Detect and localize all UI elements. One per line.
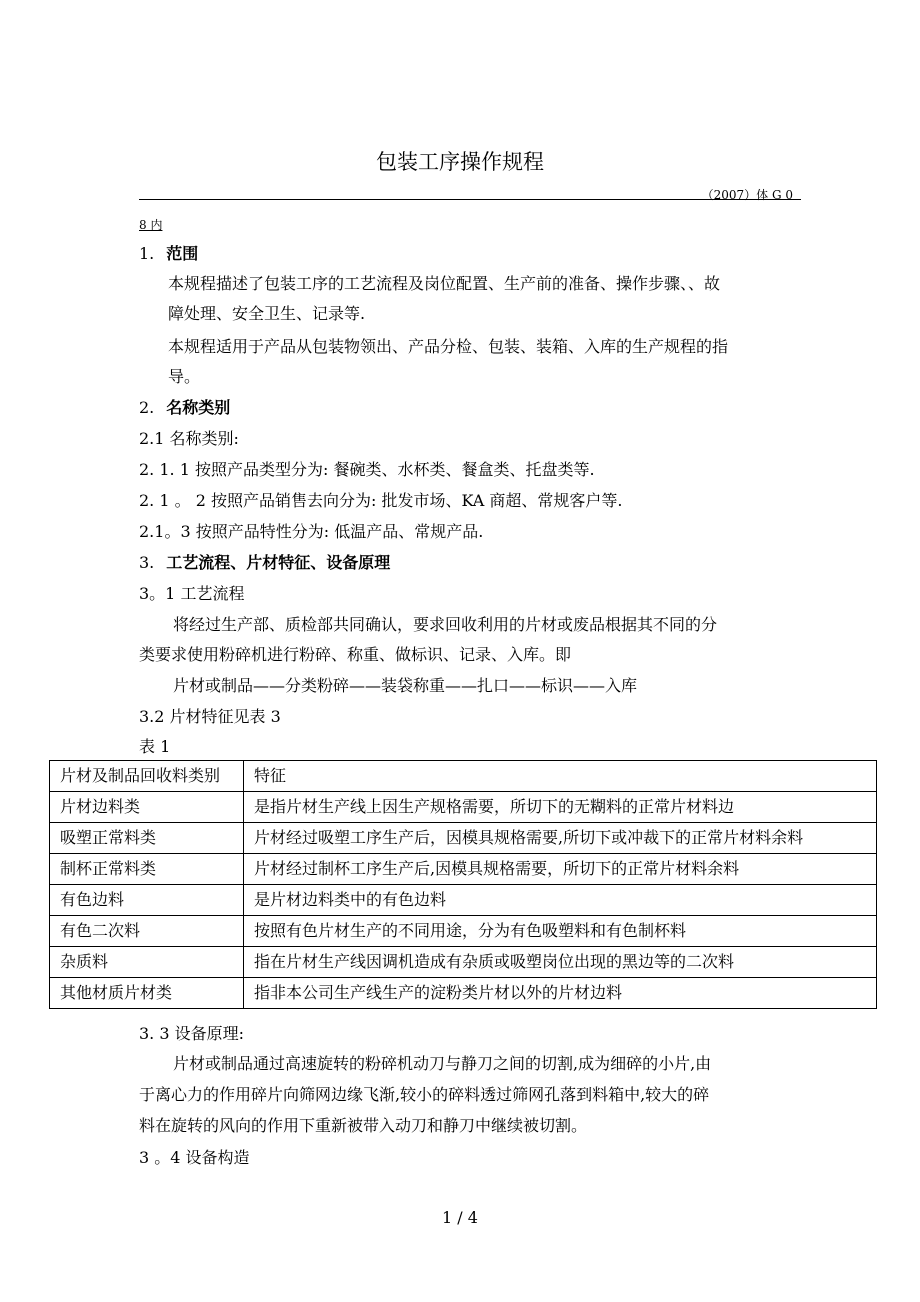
section-title: 名称类别 — [166, 398, 231, 417]
table-caption: 表 1 — [139, 737, 171, 756]
table-row — [50, 854, 877, 885]
title-rule — [139, 199, 801, 200]
process-flow: 片材或制品——分类粉碎——装袋称重——扎口——标识——入库 — [173, 676, 638, 695]
table-row — [50, 792, 877, 823]
table-cell-category: 其他材质片材类 — [50, 978, 244, 1009]
paragraph-line: 障处理、安全卫生、记录等. — [168, 304, 366, 323]
table-row — [50, 885, 877, 916]
subsection-heading: 3.2 片材特征见表 3 — [139, 707, 281, 726]
table-cell-feature: 片材经过制杯工序生产后,因模具规格需要，所切下的正常片材料余料 — [244, 854, 877, 885]
material-feature-table — [49, 760, 877, 1009]
table-header-cell: 片材及制品回收料类别 — [50, 761, 244, 792]
subsection-heading: 3. 3 设备原理: — [139, 1024, 245, 1043]
table-cell-feature: 是指片材生产线上因生产规格需要，所切下的无糊料的正常片材料边 — [244, 792, 877, 823]
document-number: （2007）体 G 0 — [701, 188, 793, 202]
paragraph-line: 料在旋转的风向的作用下重新被带入动刀和静刀中继续被切割。 — [139, 1116, 588, 1135]
document-title: 包装工序操作规程 — [376, 150, 544, 174]
section-number: 2. — [139, 398, 155, 417]
paragraph-line: 于离心力的作用碎片向筛网边缘飞渐,较小的碎料透过筛网孔落到料箱中,较大的碎 — [139, 1085, 710, 1104]
section-2-heading — [139, 398, 230, 418]
paragraph-line: 类要求使用粉碎机进行粉碎、称重、做标识、记录、入库。即 — [139, 645, 572, 664]
table-header-cell: 特征 — [244, 761, 877, 792]
paragraph-line: 片材或制品通过高速旋转的粉碎机动刀与静刀之间的切割,成为细碎的小片,由 — [173, 1054, 712, 1073]
table-row — [50, 978, 877, 1009]
list-item: 2. 1. 1 按照产品类型分为: 餐碗类、水杯类、餐盒类、托盘类等. — [139, 460, 595, 479]
section-1-heading — [139, 244, 198, 264]
list-item: 2.1。3 按照产品特性分为: 低温产品、常规产品. — [139, 522, 484, 541]
table-cell-category: 吸塑正常料类 — [50, 823, 244, 854]
table-cell-feature: 是片材边料类中的有色边料 — [244, 885, 877, 916]
section-title: 范围 — [166, 244, 199, 263]
paragraph-line: 将经过生产部、质检部共同确认，要求回收利用的片材或废品根据其不同的分 — [173, 615, 718, 634]
section-number: 3. — [139, 553, 155, 572]
table-row — [50, 947, 877, 978]
table-cell-category: 杂质料 — [50, 947, 244, 978]
paragraph-line: 导。 — [168, 367, 201, 386]
table-cell-feature: 指在片材生产线因调机造成有杂质或吸塑岗位出现的黑边等的二次料 — [244, 947, 877, 978]
table-cell-feature: 按照有色片材生产的不同用途，分为有色吸塑料和有色制杯料 — [244, 916, 877, 947]
subsection-heading: 3 。4 设备构造 — [139, 1148, 250, 1167]
subsection-heading: 2.1 名称类别: — [139, 429, 239, 448]
list-item: 2. 1 。 2 按照产品销售去向分为: 批发市场、KA 商超、常规客户等. — [139, 491, 623, 510]
table-cell-feature: 指非本公司生产线生产的淀粉类片材以外的片材边料 — [244, 978, 877, 1009]
table-cell-category: 片材边料类 — [50, 792, 244, 823]
page-number: 1 / 4 — [442, 1208, 478, 1227]
paragraph-line: 本规程适用于产品从包装物领出、产品分检、包装、装箱、入库的生产规程的指 — [168, 337, 729, 356]
section-3-heading — [139, 553, 390, 573]
table-row — [50, 916, 877, 947]
section-title: 工艺流程、片材特征、设备原理 — [166, 553, 391, 572]
table-header-row — [50, 761, 877, 792]
section-number: 1. — [139, 244, 155, 263]
subsection-heading: 3。1 工艺流程 — [139, 584, 245, 603]
table-cell-feature: 片材经过吸塑工序生产后，因模具规格需要,所切下或冲裁下的正常片材料余料 — [244, 823, 877, 854]
paragraph-line: 本规程描述了包装工序的工艺流程及岗位配置、生产前的准备、操作步骤、、故 — [168, 274, 721, 293]
table-cell-category: 制杯正常料类 — [50, 854, 244, 885]
table-cell-category: 有色边料 — [50, 885, 244, 916]
revision-mark: 8 内 — [139, 218, 163, 232]
table-cell-category: 有色二次料 — [50, 916, 244, 947]
table-row — [50, 823, 877, 854]
